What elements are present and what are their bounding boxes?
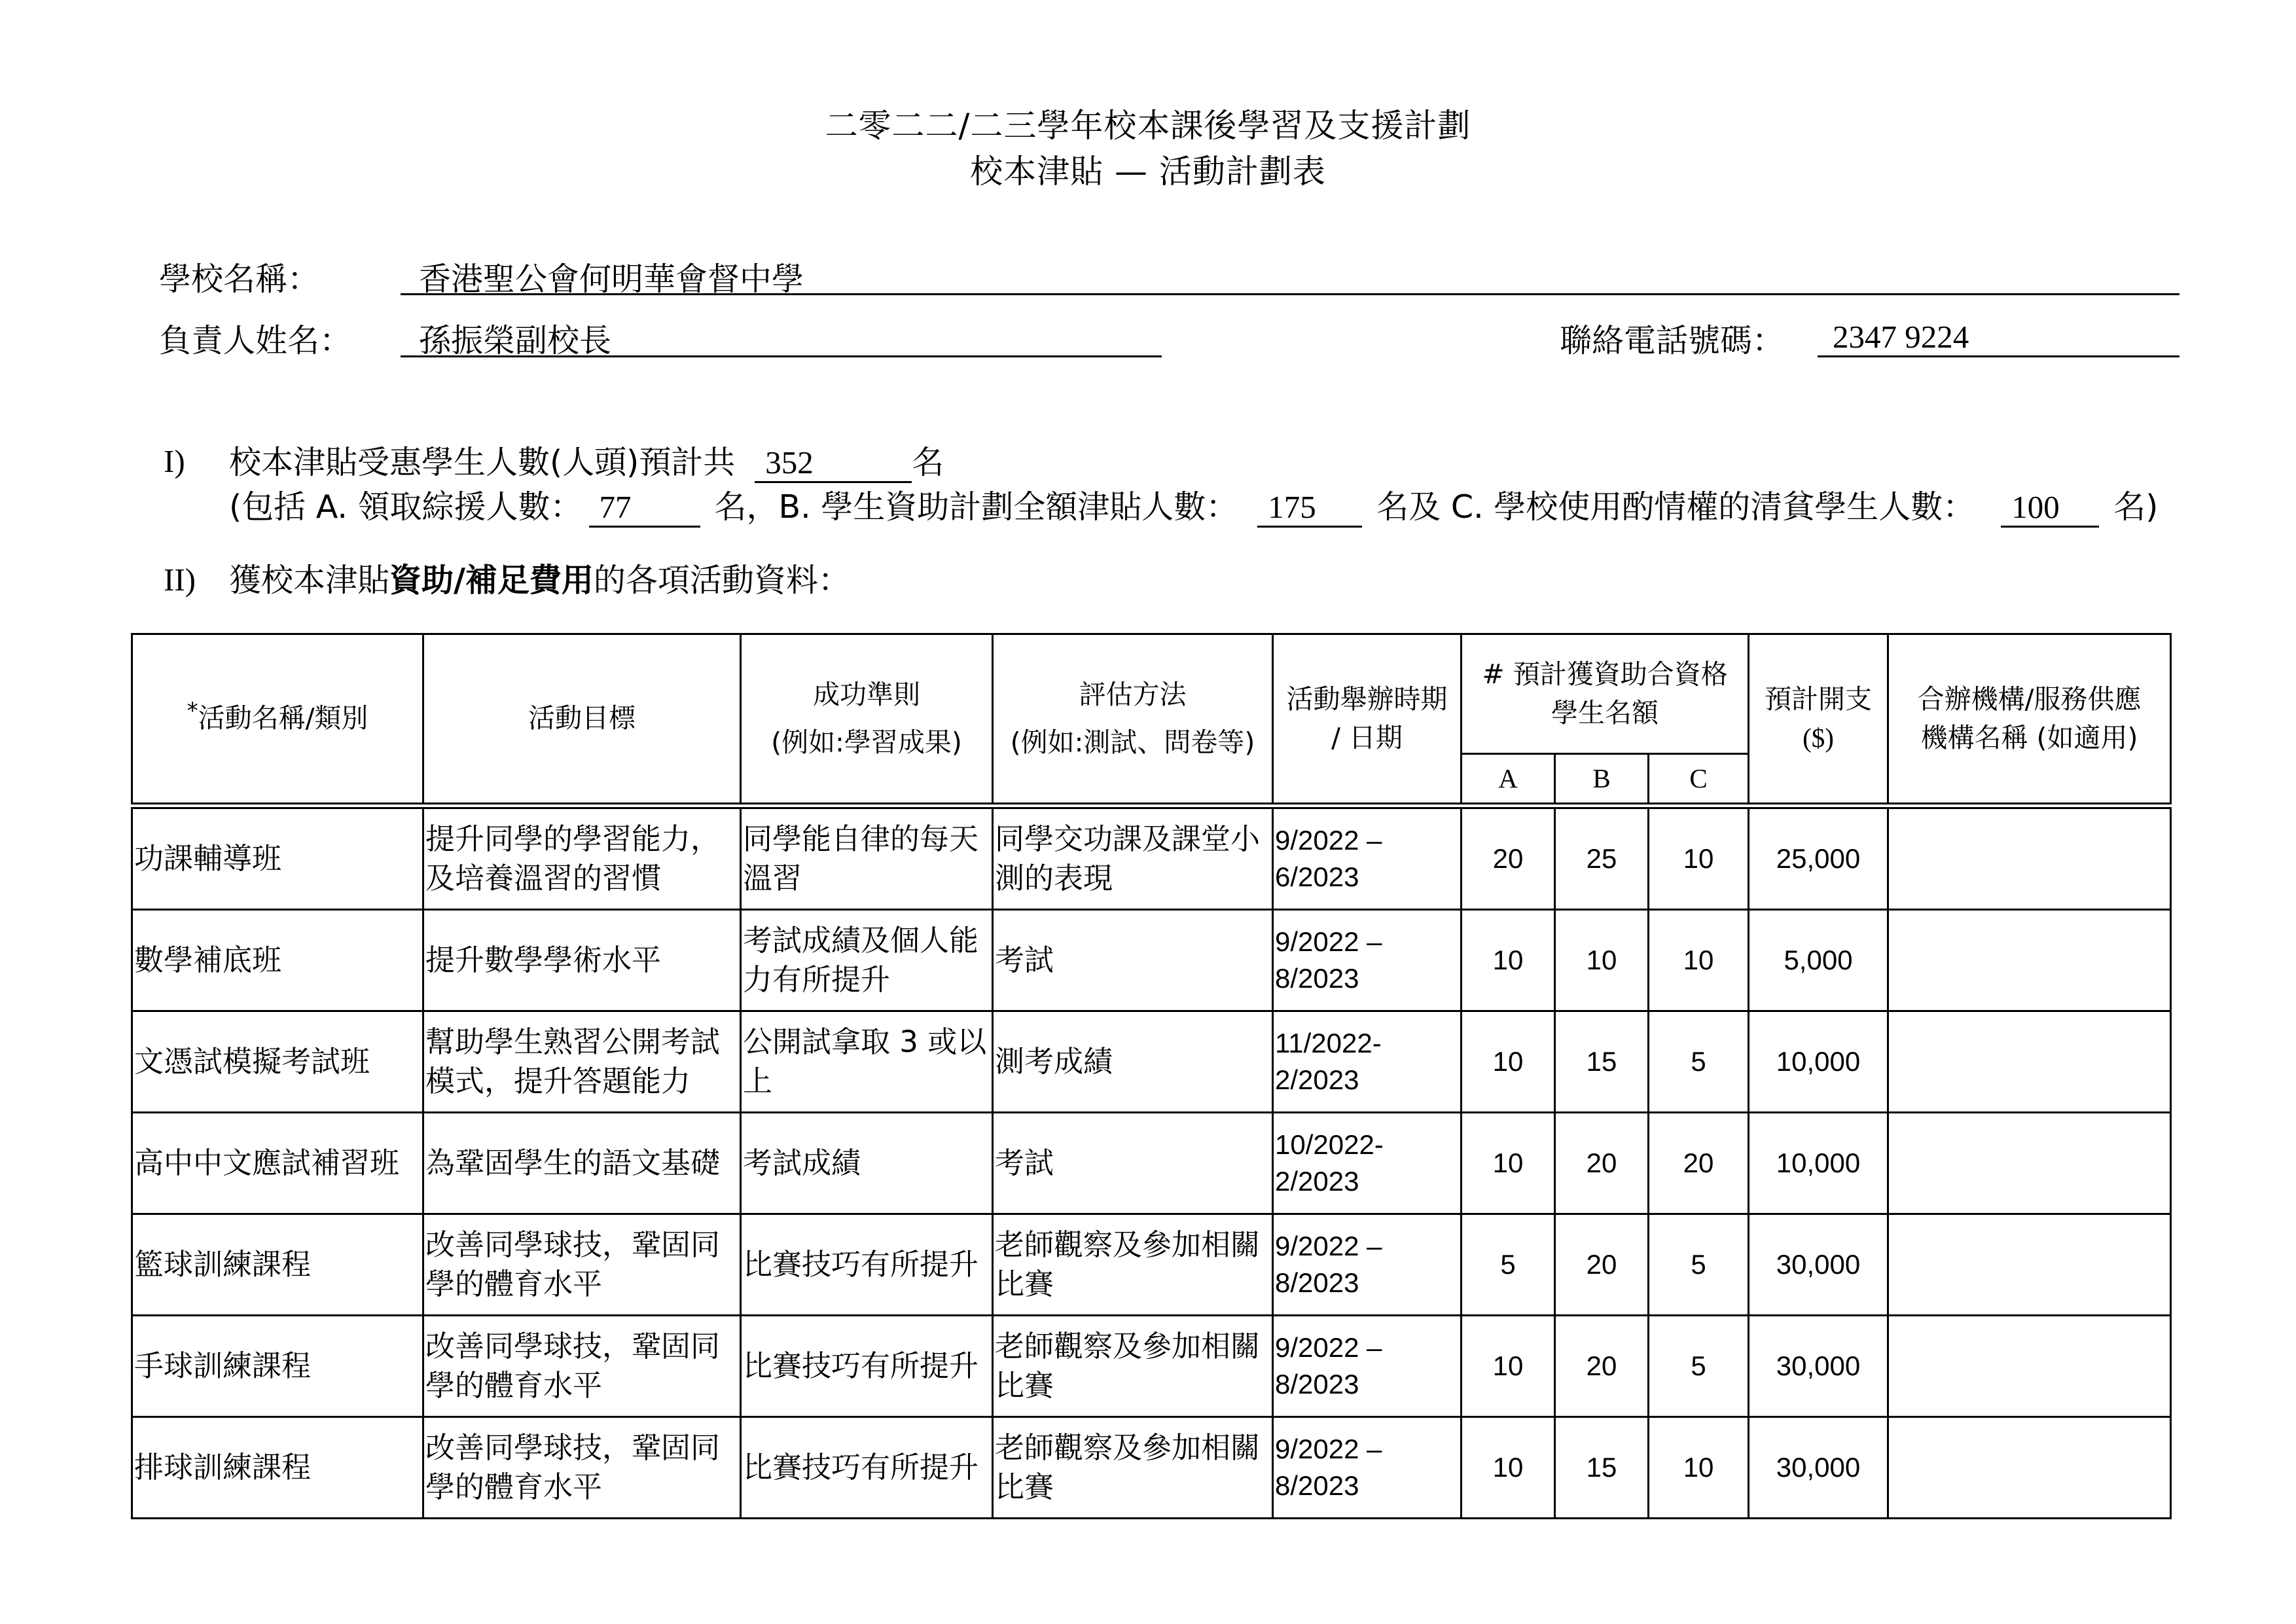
count-a-cell: 10: [1462, 1316, 1555, 1417]
count-c-value: 100: [2001, 488, 2099, 528]
section-1-line2-prefix: (包括 A. 領取綜援人數：: [229, 488, 583, 526]
goal-cell: 提升數學學術水平: [423, 910, 741, 1011]
person-value: 孫振榮副校長: [419, 322, 612, 359]
document-title: 二零二二/二三學年校本課後學習及支援計劃: [825, 107, 1471, 145]
count-a-cell: 10: [1462, 1417, 1555, 1519]
count-b-cell: 20: [1555, 1316, 1649, 1417]
person-label: 負責人姓名：: [159, 322, 352, 359]
activity-name-cell: 排球訓練課程: [132, 1417, 423, 1519]
period-cell: 9/2022 – 8/2023: [1273, 1214, 1462, 1316]
count-b-value: 175: [1257, 488, 1362, 528]
partner-cell: [1888, 910, 2171, 1011]
count-a-cell: 20: [1462, 808, 1555, 910]
section-1-line2-mid2: 名及 C. 學校使用酌情權的清貧學生人數：: [1376, 488, 1975, 526]
count-b-cell: 15: [1555, 1417, 1649, 1519]
section-2-text-after: 的各項活動資料：: [593, 562, 850, 599]
count-b-cell: 15: [1555, 1011, 1649, 1113]
header-goal: 活動目標: [423, 634, 741, 804]
document-subtitle: 校本津貼 — 活動計劃表: [970, 153, 1326, 190]
count-b-cell: 10: [1555, 910, 1649, 1011]
criteria-cell: 同學能自律的每天溫習: [741, 808, 993, 910]
count-c-cell: 5: [1649, 1011, 1749, 1113]
partner-cell: [1888, 808, 2171, 910]
goal-cell: 提升同學的學習能力，及培養溫習的習慣: [423, 808, 741, 910]
header-col-c: C: [1649, 754, 1749, 804]
count-a-cell: 10: [1462, 1113, 1555, 1214]
cost-cell: 10,000: [1749, 1011, 1888, 1113]
method-cell: 測考成績: [993, 1011, 1273, 1113]
section-2-text: [229, 555, 850, 601]
count-b-cell: 20: [1555, 1113, 1649, 1214]
section-1-line2-end: 名): [2113, 488, 2159, 526]
school-name-label: 學校名稱：: [159, 261, 320, 298]
header-col-b: B: [1555, 754, 1649, 804]
count-b-cell: 25: [1555, 808, 1649, 910]
method-cell: 同學交功課及課堂小測的表現: [993, 808, 1273, 910]
goal-cell: 改善同學球技，鞏固同學的體育水平: [423, 1316, 741, 1417]
period-cell: 11/2022- 2/2023: [1273, 1011, 1462, 1113]
table-row: [132, 1316, 2171, 1417]
activity-name-cell: 手球訓練課程: [132, 1316, 423, 1417]
phone-underline: [1818, 355, 2179, 357]
count-c-cell: 20: [1649, 1113, 1749, 1214]
header-separator-cell: [132, 804, 2171, 808]
criteria-cell: 考試成績及個人能力有所提升: [741, 910, 993, 1011]
phone-value: 2347 9224: [1833, 319, 1969, 355]
activity-name-cell: 高中中文應試補習班: [132, 1113, 423, 1214]
goal-cell: 改善同學球技，鞏固同學的體育水平: [423, 1417, 741, 1519]
header-col-a: A: [1462, 754, 1555, 804]
count-a-value: 77: [589, 488, 700, 528]
table-row: [132, 808, 2171, 910]
activity-name-cell: 數學補底班: [132, 910, 423, 1011]
section-1-unit: 名: [912, 444, 944, 481]
count-b-cell: 20: [1555, 1214, 1649, 1316]
table-row: [132, 1011, 2171, 1113]
total-students-value: 352: [755, 444, 912, 483]
criteria-cell: 考試成績: [741, 1113, 993, 1214]
header-partner: 合辦機構/服務供應 機構名稱 (如適用): [1888, 634, 2171, 804]
period-cell: 9/2022 – 8/2023: [1273, 910, 1462, 1011]
section-1-text: 校本津貼受惠學生人數(人頭)預計共: [229, 444, 736, 481]
count-c-cell: 10: [1649, 1417, 1749, 1519]
section-1-line2-mid1: 名，B. 學生資助計劃全額津貼人數：: [714, 488, 1238, 526]
section-2-text-bold: 資助/補足費用: [389, 562, 594, 599]
header-activity-name: *活動名稱/類別: [132, 634, 423, 804]
period-cell: 9/2022 – 8/2023: [1273, 1316, 1462, 1417]
method-cell: 老師觀察及參加相關比賽: [993, 1417, 1273, 1519]
goal-cell: 為鞏固學生的語文基礎: [423, 1113, 741, 1214]
activity-rows: [132, 804, 2171, 1519]
criteria-cell: 比賽技巧有所提升: [741, 1316, 993, 1417]
count-c-cell: 5: [1649, 1316, 1749, 1417]
section-2-marker: II): [164, 562, 196, 598]
section-2-text-before: 獲校本津貼: [229, 562, 390, 599]
count-a-cell: 5: [1462, 1214, 1555, 1316]
partner-cell: [1888, 1316, 2171, 1417]
school-name-value: 香港聖公會何明華會督中學: [419, 261, 804, 298]
header-criteria: 成功準則 (例如:學習成果): [741, 634, 993, 804]
cost-cell: 30,000: [1749, 1417, 1888, 1519]
person-underline: [401, 355, 1162, 357]
school-name-underline: [401, 293, 2179, 295]
method-cell: 老師觀察及參加相關比賽: [993, 1316, 1273, 1417]
header-method: 評估方法 (例如:測試、問卷等): [993, 634, 1273, 804]
count-c-cell: 5: [1649, 1214, 1749, 1316]
header-eligible: # 預計獲資助合資格 學生名額: [1462, 634, 1749, 754]
header-cost: 預計開支 ($): [1749, 634, 1888, 804]
period-cell: 9/2022 – 6/2023: [1273, 808, 1462, 910]
cost-cell: 25,000: [1749, 808, 1888, 910]
criteria-cell: 比賽技巧有所提升: [741, 1214, 993, 1316]
partner-cell: [1888, 1417, 2171, 1519]
phone-label: 聯絡電話號碼：: [1560, 322, 1785, 359]
partner-cell: [1888, 1214, 2171, 1316]
goal-cell: 改善同學球技，鞏固同學的體育水平: [423, 1214, 741, 1316]
header-separator: [132, 804, 2171, 808]
table-row: [132, 910, 2171, 1011]
activity-name-cell: 籃球訓練課程: [132, 1214, 423, 1316]
method-cell: 老師觀察及參加相關比賽: [993, 1214, 1273, 1316]
cost-cell: 10,000: [1749, 1113, 1888, 1214]
partner-cell: [1888, 1011, 2171, 1113]
header-period: 活動舉辦時期 / 日期: [1273, 634, 1462, 804]
method-cell: 考試: [993, 910, 1273, 1011]
cost-cell: 30,000: [1749, 1316, 1888, 1417]
activity-name-cell: 文憑試模擬考試班: [132, 1011, 423, 1113]
period-cell: 9/2022 – 8/2023: [1273, 1417, 1462, 1519]
section-1-line2: [229, 482, 2158, 528]
count-a-cell: 10: [1462, 910, 1555, 1011]
table-row: [132, 1417, 2171, 1519]
section-1-marker: I): [164, 443, 185, 479]
partner-cell: [1888, 1113, 2171, 1214]
table-row: [132, 1113, 2171, 1214]
cost-cell: 30,000: [1749, 1214, 1888, 1316]
criteria-cell: 公開試拿取 3 或以上: [741, 1011, 993, 1113]
section-1-line1: [229, 437, 944, 483]
activity-name-cell: 功課輔導班: [132, 808, 423, 910]
activity-table: [131, 633, 2172, 1519]
criteria-cell: 比賽技巧有所提升: [741, 1417, 993, 1519]
count-c-cell: 10: [1649, 808, 1749, 910]
goal-cell: 幫助學生熟習公開考試模式，提升答題能力: [423, 1011, 741, 1113]
period-cell: 10/2022- 2/2023: [1273, 1113, 1462, 1214]
count-a-cell: 10: [1462, 1011, 1555, 1113]
count-c-cell: 10: [1649, 910, 1749, 1011]
cost-cell: 5,000: [1749, 910, 1888, 1011]
table-row: [132, 1214, 2171, 1316]
method-cell: 考試: [993, 1113, 1273, 1214]
